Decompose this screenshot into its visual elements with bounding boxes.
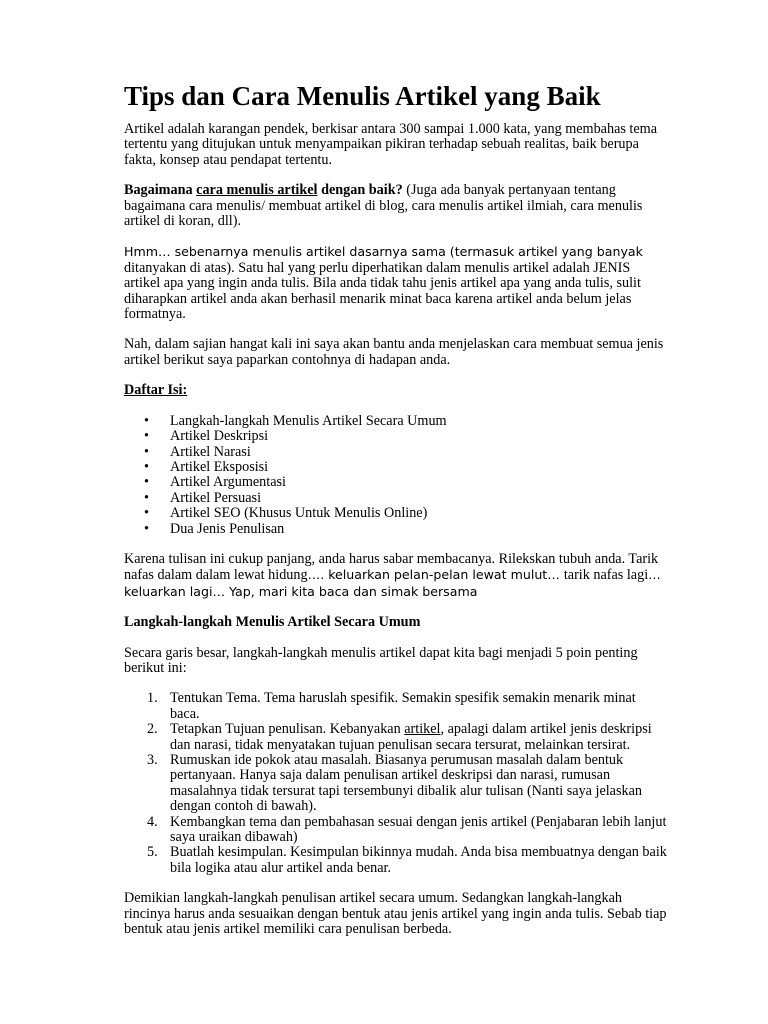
karena-part-e: Yap, mari kita baca dan simak bersama xyxy=(229,583,478,599)
step-item xyxy=(124,845,668,876)
demikian-paragraph: Demikian langkah-langkah penulisan artikel secara umum. Sedangkan langkah-langkah rincinya harus anda sesuaikan dengan bentuk atau jenis artikel yang ingin anda tulis. Sebab tiap bentuk atau jenis artikel memiliki cara penulisan berbeda. xyxy=(124,890,667,938)
step-number: 5. xyxy=(147,844,158,861)
hmm-rest: ditanyakan di atas). Satu hal yang perlu diperhatikan dalam menulis artikel adalah JENIS artikel apa yang ingin anda tulis. Bila anda tidak tahu jenis artikel apa yang anda tulis, sulit diharapkan artikel anda akan berhasil menarik minat baca karena artikel anda belum jelas formatnya. xyxy=(124,259,641,323)
step-item xyxy=(124,691,668,722)
toc-item[interactable]: • Artikel Narasi xyxy=(124,445,668,460)
toc-item[interactable]: • Dua Jenis Penulisan xyxy=(124,522,668,537)
step-text: Buatlah kesimpulan. Kesimpulan bikinnya mudah. Anda bisa membuatnya dengan baik bila logika atau alur artikel anda benar. xyxy=(170,844,667,876)
toc-heading-text: Daftar Isi: xyxy=(124,382,188,399)
secara-paragraph: Secara garis besar, langkah-langkah menulis artikel dapat kita bagi menjadi 5 poin penting berikut ini: xyxy=(124,644,638,676)
article-link[interactable]: cara menulis artikel xyxy=(196,182,318,199)
toc-item[interactable]: • Artikel Argumentasi xyxy=(124,475,668,490)
karena-part-b: …. keluarkan pelan-pelan lewat mulut… xyxy=(307,567,564,583)
page-title: Tips dan Cara Menulis Artikel yang Baik xyxy=(124,81,601,111)
nah-paragraph: Nah, dalam sajian hangat kali ini saya akan bantu anda menjelaskan cara membuat semua jenis artikel berikut saya paparkan contohnya di hadapan anda. xyxy=(124,336,664,368)
section-heading: Langkah-langkah Menulis Artikel Secara Umum xyxy=(124,614,421,631)
question-paragraph xyxy=(124,183,668,229)
step-text-post: , apalagi dalam artikel jenis deskripsi dan narasi, tidak menyatakan tujuan penulisan secara tersurat, melainkan tersirat. xyxy=(170,721,652,753)
toc-item[interactable]: • Artikel Persuasi xyxy=(124,491,668,506)
toc-item[interactable]: • Langkah-langkah Menulis Artikel Secara Umum xyxy=(124,414,668,429)
intro-paragraph: Artikel adalah karangan pendek, berkisar antara 300 sampai 1.000 kata, yang membahas tema tertentu yang ditujukan untuk menyampaikan pikiran terhadap sebuah realitas, baik berupa fakta, konsep atau pendapat tertentu. xyxy=(124,121,658,168)
step-number: 4. xyxy=(147,813,158,830)
toc-item[interactable]: • Artikel Deskripsi xyxy=(124,429,668,444)
step-item xyxy=(124,753,668,815)
hmm-paragraph xyxy=(124,244,668,322)
toc-list xyxy=(124,414,668,537)
step-item xyxy=(124,815,668,846)
step-text: Kembangkan tema dan pembahasan sesuai dengan jenis artikel (Penjabaran lebih lanjut saya uraikan dibawah) xyxy=(170,813,667,846)
toc-item[interactable]: • Artikel Eksposisi xyxy=(124,460,668,475)
question-bold-end: dengan baik? xyxy=(317,182,403,199)
karena-part-c: tarik nafas lagi xyxy=(563,567,649,584)
toc-heading xyxy=(124,383,668,398)
toc-item[interactable]: • Artikel SEO (Khusus Untuk Menulis Online) xyxy=(124,506,668,521)
step-number: 2. xyxy=(147,721,158,738)
steps-list xyxy=(124,691,668,876)
step-text: Rumuskan ide pokok atau masalah. Biasanya perumusan masalah dalam bentuk pertanyaan. Hanya saja dalam penulisan artikel deskripsi dan narasi, rumusan masalahnya tidak tersurat tapi tersembunyi dibalik alur tulisan (Nanti saya jelaskan dengan contoh di bawah). xyxy=(170,752,642,815)
karena-part-d: … keluarkan lagi… xyxy=(124,567,661,599)
step-number: 3. xyxy=(147,752,158,768)
question-bold-start: Bagaimana xyxy=(124,182,197,199)
step-item xyxy=(124,722,668,753)
artikel-link[interactable]: artikel xyxy=(404,721,441,738)
step-text: Tentukan Tema. Tema haruslah spesifik. Semakin spesifik semakin menarik minat baca. xyxy=(170,690,636,722)
karena-part-a: Karena tulisan ini cukup panjang, anda harus sabar membacanya. Rilekskan tubuh anda. Tarik nafas dalam dalam lewat hidung xyxy=(124,550,659,584)
karena-paragraph xyxy=(124,552,668,600)
question-rest: (Juga ada banyak pertanyaan tentang bagaimana cara menulis/ membuat artikel di blog, cara menulis artikel ilmiah, cara menulis artikel di koran, dll). xyxy=(124,182,643,230)
step-number: 1. xyxy=(147,690,158,707)
step-text-pre: Tetapkan Tujuan penulisan. Kebanyakan xyxy=(170,721,405,738)
hmm-lead: Hmm… sebenarnya menulis artikel dasarnya sama (termasuk artikel yang banyak xyxy=(124,244,643,260)
